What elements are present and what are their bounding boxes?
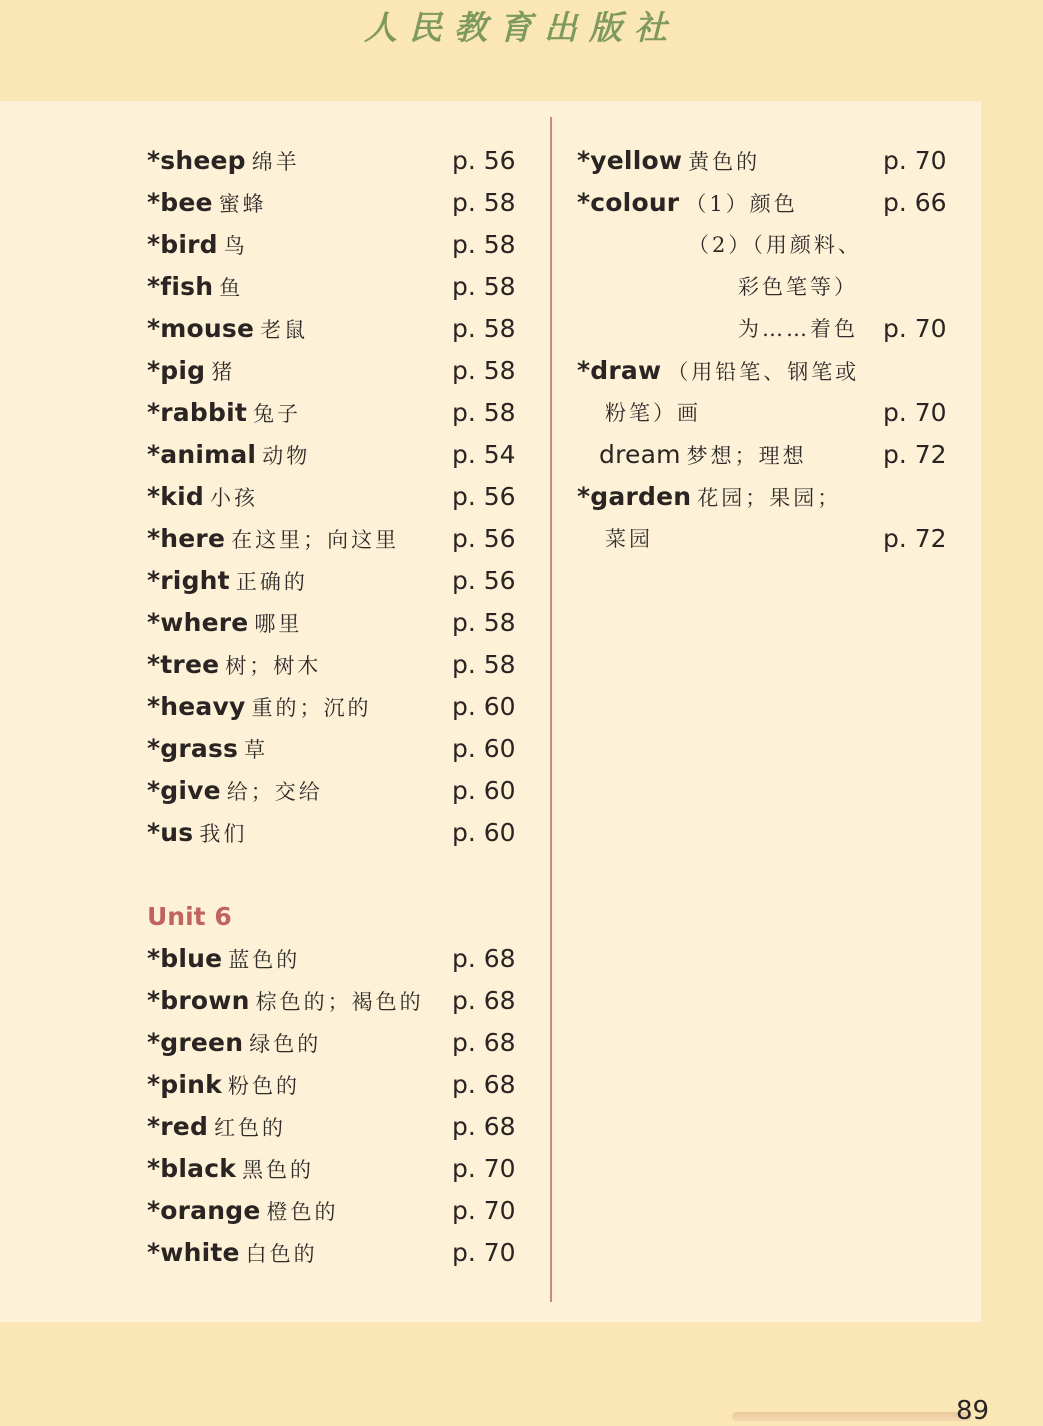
vocab-entry bbox=[147, 1232, 537, 1274]
entry-word: *colour bbox=[577, 188, 680, 217]
entry-page: p. 58 bbox=[452, 188, 516, 217]
entry-meaning: 粉色的 bbox=[227, 1074, 300, 1098]
entry-colour bbox=[577, 182, 957, 224]
entry-meaning: 菜园 bbox=[605, 527, 653, 551]
entry-meaning: 黑色的 bbox=[242, 1158, 315, 1182]
entry-meaning: 为……着色 bbox=[738, 317, 858, 341]
vocab-entry bbox=[147, 434, 537, 476]
entry-garden bbox=[577, 476, 957, 518]
entry-page: p. 68 bbox=[452, 1070, 516, 1099]
entry-page: p. 54 bbox=[452, 440, 516, 469]
entry-meaning: 绵羊 bbox=[251, 150, 300, 174]
entry-draw-line2 bbox=[577, 392, 957, 434]
entry-word: *pink bbox=[147, 1070, 222, 1099]
entry-page: p. 68 bbox=[452, 1112, 516, 1141]
entry-page: p. 58 bbox=[452, 650, 516, 679]
entry-word: *garden bbox=[577, 482, 692, 511]
entry-meaning: 哪里 bbox=[254, 612, 303, 636]
unit-heading: Unit 6 bbox=[147, 902, 232, 931]
entry-yellow bbox=[577, 140, 957, 182]
entry-word: *us bbox=[147, 818, 194, 847]
entry-word: *where bbox=[147, 608, 249, 637]
entry-meaning: （用铅笔、钢笔或 bbox=[667, 360, 860, 384]
entry-page: p. 58 bbox=[452, 398, 516, 427]
vocab-entry bbox=[147, 140, 537, 182]
entry-dream bbox=[577, 434, 957, 476]
entry-word: *give bbox=[147, 776, 221, 805]
entry-word: *heavy bbox=[147, 692, 246, 721]
entry-page: p. 70 bbox=[452, 1196, 516, 1225]
entry-meaning: 棕色的；褐色的 bbox=[255, 990, 424, 1014]
entry-word: *animal bbox=[147, 440, 257, 469]
entry-meaning: 我们 bbox=[199, 822, 248, 846]
vocab-entry bbox=[147, 182, 537, 224]
entry-meaning: 猪 bbox=[211, 360, 236, 384]
vocab-entry bbox=[147, 1190, 537, 1232]
entry-page: p. 60 bbox=[452, 776, 516, 805]
vocab-entry bbox=[147, 980, 537, 1022]
entry-page: p. 56 bbox=[452, 482, 516, 511]
vocab-entry bbox=[147, 224, 537, 266]
entry-meaning: 重的；沉的 bbox=[251, 696, 372, 720]
entry-meaning: 绿色的 bbox=[249, 1032, 322, 1056]
entry-meaning: 花园；果园； bbox=[697, 486, 842, 510]
entry-page: p. 58 bbox=[452, 230, 516, 259]
entry-page: p. 68 bbox=[452, 944, 516, 973]
vocab-entry bbox=[147, 812, 537, 854]
publisher-logo: 人民教育出版社 bbox=[364, 8, 679, 47]
entry-garden-line2 bbox=[577, 518, 957, 560]
entry-word: *bird bbox=[147, 230, 218, 259]
vocab-entry bbox=[147, 518, 537, 560]
entry-word: *fish bbox=[147, 272, 214, 301]
entry-meaning: 梦想；理想 bbox=[686, 444, 807, 468]
vocab-entry bbox=[147, 1106, 537, 1148]
entry-meaning: 蜜蜂 bbox=[218, 192, 267, 216]
entry-meaning: 彩色笔等） bbox=[738, 275, 858, 299]
vocab-entry bbox=[147, 644, 537, 686]
entry-word: *right bbox=[147, 566, 230, 595]
entry-word: *sheep bbox=[147, 146, 246, 175]
entry-word: dream bbox=[599, 440, 681, 469]
entry-word: *here bbox=[147, 524, 226, 553]
entry-meaning: 草 bbox=[244, 738, 269, 762]
entry-word: *green bbox=[147, 1028, 244, 1057]
entry-page: p. 70 bbox=[452, 1238, 516, 1267]
entry-word: *orange bbox=[147, 1196, 261, 1225]
entry-meaning: 红色的 bbox=[214, 1116, 287, 1140]
vocab-entry bbox=[147, 1022, 537, 1064]
entry-word: *tree bbox=[147, 650, 220, 679]
page-number: 89 bbox=[956, 1396, 990, 1426]
entry-page: p. 72 bbox=[883, 524, 947, 553]
entry-meaning: 在这里；向这里 bbox=[231, 528, 400, 552]
entry-word: *draw bbox=[577, 356, 662, 385]
footer-decoration bbox=[732, 1412, 972, 1421]
vocabulary-list-unit6 bbox=[147, 938, 537, 1274]
entry-page: p. 58 bbox=[452, 608, 516, 637]
vocab-entry bbox=[147, 560, 537, 602]
entry-meaning: 黄色的 bbox=[688, 150, 761, 174]
entry-word: *bee bbox=[147, 188, 213, 217]
entry-page: p. 68 bbox=[452, 1028, 516, 1057]
entry-page: p. 58 bbox=[452, 272, 516, 301]
entry-page: p. 56 bbox=[452, 146, 516, 175]
entry-page: p. 70 bbox=[883, 314, 947, 343]
vocab-entry bbox=[147, 938, 537, 980]
entry-meaning: （1）颜色 bbox=[685, 192, 798, 216]
vocab-entry bbox=[147, 1148, 537, 1190]
entry-meaning: 树；树木 bbox=[225, 654, 322, 678]
entry-meaning: 鸟 bbox=[223, 234, 248, 258]
entry-word: *yellow bbox=[577, 146, 683, 175]
entry-word: *black bbox=[147, 1154, 237, 1183]
vocab-entry bbox=[147, 266, 537, 308]
entry-meaning: 老鼠 bbox=[260, 318, 309, 342]
entry-meaning: 给；交给 bbox=[226, 780, 323, 804]
entry-word: *grass bbox=[147, 734, 239, 763]
entry-word: *mouse bbox=[147, 314, 255, 343]
entry-draw bbox=[577, 350, 957, 392]
vocab-entry bbox=[147, 602, 537, 644]
entry-page: p. 72 bbox=[883, 440, 947, 469]
entry-meaning: 小孩 bbox=[209, 486, 258, 510]
entry-word: *brown bbox=[147, 986, 250, 1015]
entry-meaning: 动物 bbox=[262, 444, 311, 468]
entry-page: p. 70 bbox=[452, 1154, 516, 1183]
entry-page: p. 66 bbox=[883, 188, 947, 217]
vocab-entry bbox=[147, 476, 537, 518]
entry-page: p. 56 bbox=[452, 566, 516, 595]
entry-meaning: 蓝色的 bbox=[228, 948, 301, 972]
entry-word: *red bbox=[147, 1112, 209, 1141]
entry-word: *white bbox=[147, 1238, 240, 1267]
vocab-entry bbox=[147, 686, 537, 728]
entry-meaning: 兔子 bbox=[252, 402, 301, 426]
vocab-entry bbox=[147, 308, 537, 350]
column-divider bbox=[550, 117, 552, 1302]
entry-word: *pig bbox=[147, 356, 206, 385]
entry-page: p. 60 bbox=[452, 818, 516, 847]
right-column bbox=[577, 140, 957, 560]
entry-colour-sense2-line1 bbox=[577, 224, 957, 266]
entry-meaning: 白色的 bbox=[245, 1242, 318, 1266]
entry-page: p. 68 bbox=[452, 986, 516, 1015]
left-column bbox=[147, 140, 537, 1274]
vocab-entry bbox=[147, 728, 537, 770]
entry-page: p. 60 bbox=[452, 692, 516, 721]
entry-word: *kid bbox=[147, 482, 204, 511]
entry-colour-sense2-line2 bbox=[577, 266, 957, 308]
entry-colour-sense2-line3 bbox=[577, 308, 957, 350]
vocab-entry bbox=[147, 392, 537, 434]
vocab-entry bbox=[147, 770, 537, 812]
entry-page: p. 58 bbox=[452, 314, 516, 343]
entry-page: p. 70 bbox=[883, 146, 947, 175]
vocab-entry bbox=[147, 350, 537, 392]
entry-meaning: 橙色的 bbox=[266, 1200, 339, 1224]
entry-meaning: 正确的 bbox=[235, 570, 308, 594]
entry-meaning: 鱼 bbox=[219, 276, 244, 300]
entry-meaning: 粉笔）画 bbox=[605, 401, 701, 425]
vocabulary-list-unit5 bbox=[147, 140, 537, 854]
vocab-entry bbox=[147, 1064, 537, 1106]
entry-page: p. 56 bbox=[452, 524, 516, 553]
entry-page: p. 60 bbox=[452, 734, 516, 763]
entry-page: p. 70 bbox=[883, 398, 947, 427]
entry-page: p. 58 bbox=[452, 356, 516, 385]
entry-meaning: （2）（用颜料、 bbox=[688, 233, 862, 257]
entry-word: *blue bbox=[147, 944, 223, 973]
entry-word: *rabbit bbox=[147, 398, 247, 427]
